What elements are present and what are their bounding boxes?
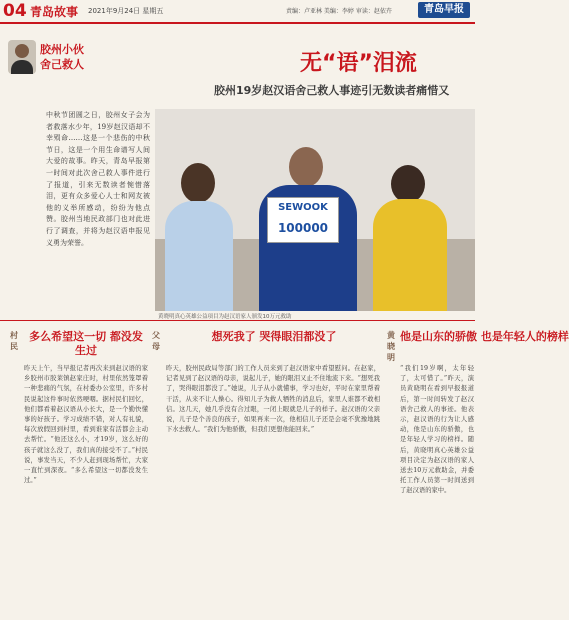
subheadline: 胶州19岁赵汉语舍己救人事迹引无数读者痛惜又 [214, 84, 450, 97]
page-number: 04 [3, 1, 27, 21]
article-3-body: “我们19岁啊，太年轻了，太可惜了。”昨天，演员黄晓明在看到早报报道后，第一时间转发了赵汉语舍己救人的事迹。他表示，赵汉语的行为让人感动，他是山东的骄傲，也是年轻人学习的榜样。随后，黄晓明真心英雄公益项目决定为赵汉语的家人送去10万元救助金，并委托工作人员第一时间送到了赵汉语的家中。 [400, 365, 474, 495]
intro-paragraph: 中秋节团圆之日，胶州女子会为者救落水少年，19岁赵汉语却不幸殒命……这是一个悲伤的中秋节日，这是一个用生命谱写人间大爱的故事。昨天，青岛早报第一时间对此次舍己救人事件进行了报道，引来无数读者惋惜落泪，更有众多爱心人士和网友被他的义举所感动，纷纷为他点赞。胶州当地民政部门也对此进行了调查，并将为赵汉语申报见义勇为荣誉。 [46, 111, 150, 247]
section-title: 青岛故事 [30, 5, 79, 19]
board-brand: SEWOOK [278, 202, 328, 213]
section-divider [0, 320, 475, 321]
article-1-body: 昨天上午，当早报记者再次来到赵汉语的家乡胶州市胶莱镇赵家庄时，村里依然笼罩着一种悲痛的气氛，在村委办公室里，许多村民说起这件事时依然哽咽。据村民们回忆，他们都看着赵汉语从小长大，是一个勤快懂事的好孩子。学习成绩不错，对人有礼貌，每次放假回到村里，看到谁家有活都会主动去帮忙。“他还这么小，才19岁，这么好的孩子就这么没了，我们真的接受不了。”村民说，事发当天，不少人赶到现场帮忙，大家一直忙到深夜。“多么希望这一切都没发生过。” [24, 365, 148, 485]
article-2-side-label: 父母 [152, 331, 160, 351]
article-1-side-label: 村民 [10, 331, 18, 351]
news-photo [155, 109, 475, 311]
donation-board [267, 197, 339, 243]
article-1-title: 多么希望这一切 都没发生过 [29, 330, 143, 357]
editor-credits: 责编：卢亚林 美编：李婷 审读：赵依卉 [286, 8, 392, 15]
board-amount: 100000 [277, 221, 329, 235]
article-2-title: 想死我了 哭得眼泪都没了 [211, 330, 337, 343]
story-tag: 胶州小伙 舍己救人 [40, 43, 84, 71]
article-3-side-label: 黄晓明 [387, 331, 395, 362]
issue-date: 2021年9月24日 星期五 [88, 7, 164, 15]
headline: 无“语”泪流 [300, 51, 417, 76]
photo-caption: 黄晓明真心英雄公益项目为赵汉语家人颁发10万元救助 [158, 314, 292, 320]
newspaper-logo: 青岛早报 [418, 2, 470, 18]
article-2-body: 昨天，胶州民政局等部门的工作人员来到了赵汉语家中看望慰问。在赵家，记者见到了赵汉语的母亲，说起儿子，她的眼泪又止不住地流下来。“想死我了，哭得眼泪都没了。”她说，儿子从小就懂事，学习也好，平时在家里帮着干活，从来不让人操心。得知儿子为救人牺牲的消息后，家里人谁都不敢相信。这几天，她几乎没有合过眼，一闭上眼就是儿子的样子。赵汉语的父亲说，儿子是个善良的孩子，如果再来一次，他相信儿子还是会毫不犹豫地跳下水去救人。“我们为他骄傲，但我们更想他能回来。” [166, 365, 380, 434]
page-header [0, 0, 475, 24]
columnist-avatar [8, 40, 36, 74]
article-3-title: 他是山东的骄傲 也是年轻人的榜样 [400, 330, 569, 343]
